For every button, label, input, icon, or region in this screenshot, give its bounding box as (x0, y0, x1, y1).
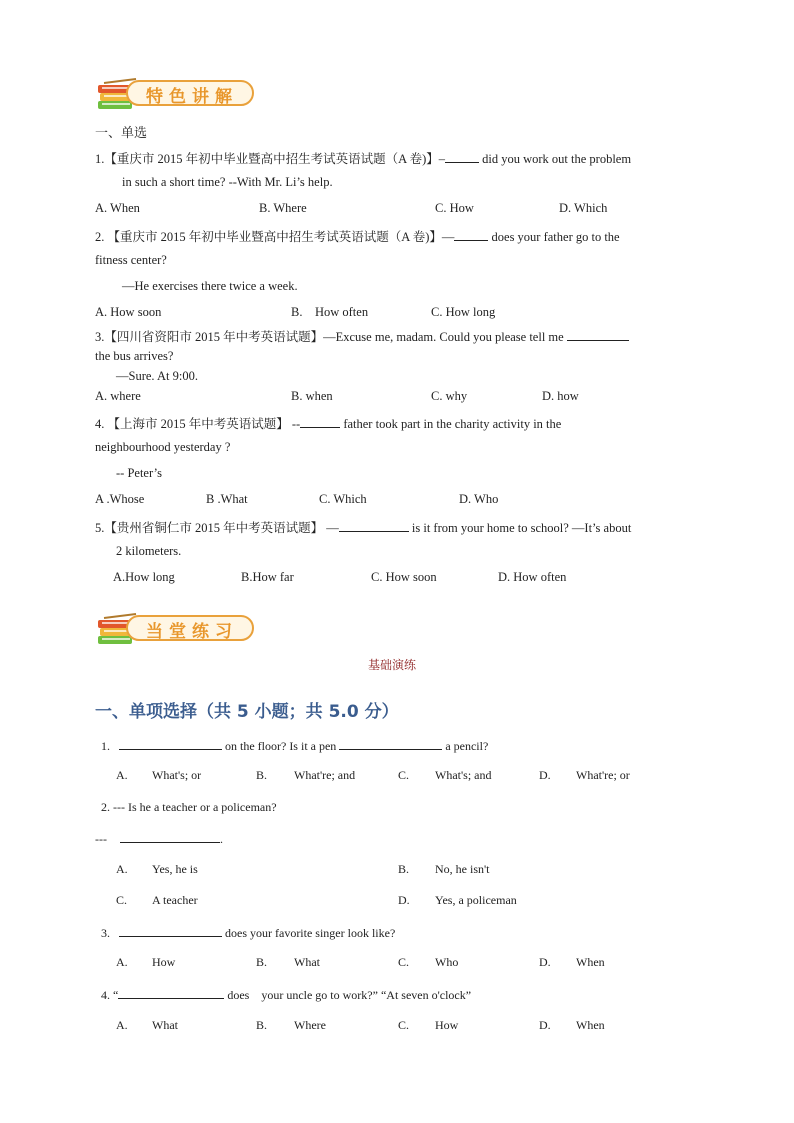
option-b: B .What (206, 492, 248, 506)
answer-blank (120, 831, 220, 843)
question-text: is it from your home to school? —It’s about (408, 521, 632, 535)
question-number: 3. (101, 926, 110, 940)
question-1-stem (101, 738, 488, 754)
option-c-text: What's; and (435, 768, 492, 782)
question-number: 1. (101, 739, 110, 753)
option-a-letter: A. (116, 768, 128, 782)
section-heading: 一、单项选择（共 5 小题；共 5.0 分） (95, 702, 399, 722)
option-c: C. Which (319, 492, 367, 506)
question-4-stem (101, 987, 471, 1003)
option-c: C. How soon (371, 570, 437, 584)
answer-blank (119, 925, 222, 937)
option-b-text: What're; and (294, 768, 356, 782)
answer-blank (118, 987, 224, 999)
question-text: 1.【重庆市 2015 年初中毕业暨高中招生考试英语试题（A 卷)】– (95, 152, 446, 166)
option-a-text: What's; or (152, 768, 202, 782)
option-b-letter: B. (256, 1018, 268, 1032)
option-a: A. When (95, 201, 140, 215)
option-c-text: How (435, 1018, 459, 1032)
question-1-line2: in such a short time? --With Mr. Li’s help. (122, 175, 333, 189)
question-3-stem (101, 925, 395, 941)
answer-blank (445, 151, 479, 163)
option-a-text: How (152, 955, 176, 969)
option-c: C. How (435, 201, 474, 215)
period: . (220, 832, 223, 846)
question-text: does your favorite singer look like? (222, 926, 396, 940)
option-d-letter: D. (539, 768, 551, 782)
option-b: B. when (291, 389, 333, 403)
dash-prefix: --- (95, 832, 107, 846)
question-4-line3: -- Peter’s (116, 466, 162, 480)
option-d: D. Which (559, 201, 608, 215)
question-text: a pencil? (442, 739, 489, 753)
option-b: B.How far (241, 570, 294, 584)
answer-blank (454, 229, 488, 241)
question-text: did you work out the problem (479, 152, 632, 166)
question-4-stem (95, 414, 561, 432)
option-d-letter: D. (539, 955, 551, 969)
banner-title: 特色讲解 (146, 87, 238, 107)
option-d: D. how (542, 389, 579, 403)
question-text: 4. 【上海市 2015 年中考英语试题】 -- (95, 417, 301, 431)
answer-blank (339, 520, 409, 532)
answer-blank (567, 329, 629, 341)
section-banner-practice (96, 612, 260, 648)
option-b-text: What (294, 955, 320, 969)
section-banner-features (96, 77, 260, 113)
option-a-text: Yes, he is (152, 862, 198, 876)
answer-blank (300, 416, 340, 428)
option-a: A. where (95, 389, 141, 403)
option-d-text: Yes, a policeman (435, 893, 517, 907)
question-3-line3: —Sure. At 9:00. (116, 369, 198, 383)
question-5-stem (95, 518, 631, 536)
question-1-stem (95, 149, 631, 167)
question-2-stem: 2. --- Is he a teacher or a policeman? (101, 800, 277, 814)
question-3-line2: the bus arrives? (95, 349, 174, 363)
option-b: B. Where (259, 201, 307, 215)
question-text: 5.【贵州省铜仁市 2015 年中考英语试题】 — (95, 521, 339, 535)
question-number: 4. “ (101, 988, 119, 1002)
question-4-line2: neighbourhood yesterday ? (95, 440, 231, 454)
option-b: B. How often (291, 305, 369, 319)
option-c-letter: C. (398, 955, 410, 969)
option-c-text: A teacher (152, 893, 198, 907)
option-d-text: What're; or (576, 768, 630, 782)
option-a-letter: A. (116, 862, 128, 876)
option-c-letter: C. (398, 1018, 410, 1032)
option-b-letter: B. (398, 862, 410, 876)
answer-blank (339, 738, 442, 750)
option-b-text: No, he isn't (435, 862, 490, 876)
option-a: A .Whose (95, 492, 145, 506)
option-c: C. why (431, 389, 468, 403)
option-c-letter: C. (116, 893, 128, 907)
question-2-answer-line (95, 831, 223, 847)
option-a-letter: A. (116, 955, 128, 969)
option-b-letter: B. (256, 955, 268, 969)
option-a: A. How soon (95, 305, 162, 319)
option-b-letter: B. (256, 768, 268, 782)
option-c-letter: C. (398, 768, 410, 782)
question-text: 3.【四川省资阳市 2015 年中考英语试题】—Excuse me, madam. Could you please tell me (95, 330, 567, 344)
question-text: father took part in the charity activity in the (340, 417, 562, 431)
section-subtitle: 基础演练 (368, 658, 417, 672)
option-a: A.How long (113, 570, 175, 584)
banner-title: 当堂练习 (146, 622, 238, 642)
option-c: C. How long (431, 305, 496, 319)
option-d-text: When (576, 1018, 605, 1032)
answer-blank (119, 738, 222, 750)
option-a-letter: A. (116, 1018, 128, 1032)
option-a-text: What (152, 1018, 178, 1032)
question-text: does your father go to the (488, 230, 620, 244)
question-2-line2: fitness center? (95, 253, 167, 267)
option-d-text: When (576, 955, 605, 969)
option-b-text: Where (294, 1018, 326, 1032)
option-d: D. Who (459, 492, 499, 506)
section-heading: 一、单选 (95, 126, 148, 141)
question-2-line3: —He exercises there twice a week. (122, 279, 298, 293)
question-3-stem (95, 327, 629, 345)
question-text: does your uncle go to work?” “At seven o'clock” (224, 988, 472, 1002)
option-d-letter: D. (398, 893, 410, 907)
question-2-stem (95, 227, 620, 245)
option-d: D. How often (498, 570, 567, 584)
question-text: on the floor? Is it a pen (222, 739, 340, 753)
option-d-letter: D. (539, 1018, 551, 1032)
question-5-line2: 2 kilometers. (116, 544, 182, 558)
question-text: 2. 【重庆市 2015 年初中毕业暨高中招生考试英语试题（A 卷)】— (95, 230, 455, 244)
option-c-text: Who (435, 955, 459, 969)
